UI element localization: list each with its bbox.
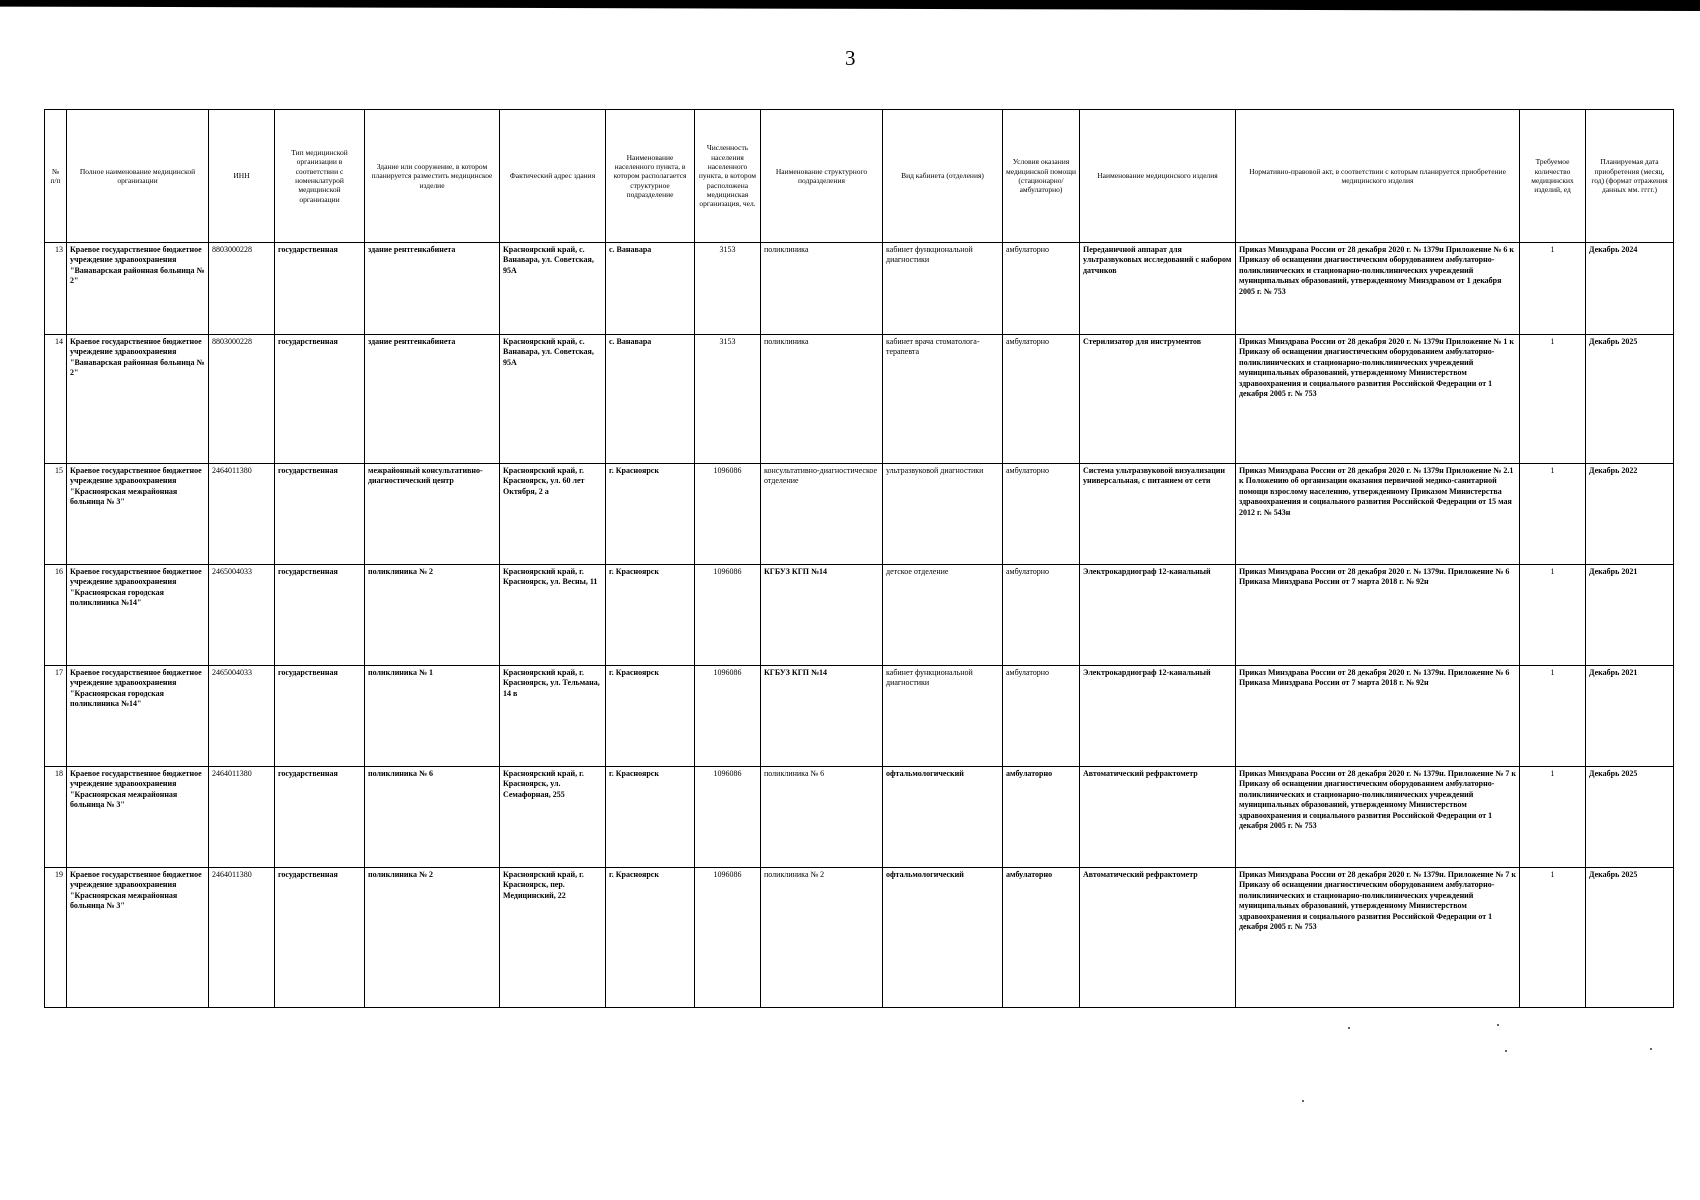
cell-population: 1096086 — [695, 666, 761, 767]
cell-quantity: 1 — [1520, 335, 1586, 464]
cell-organization: Краевое государственное бюджетное учреждение здравоохранения "Красноярская городская поликлиника №14" — [67, 666, 209, 767]
cell-org-type: государственная — [275, 335, 365, 464]
cell-unit: поликлиника № 2 — [761, 868, 883, 1008]
cell-date: Декабрь 2024 — [1586, 243, 1674, 335]
cell-population: 1096086 — [695, 767, 761, 868]
cell-legal-act: Приказ Минздрава России от 28 декабря 2020 г. № 1379н. Приложение № 7 к Приказу об оснащении диагностическим оборудованием амбулаторно-поликлинических и стационарно-поликлинических учреждений муниципальных образований, утвержденному Министерством здравоохранения и социального развития Российской Федерации от 1 декабря 2005 г. № 753 — [1236, 767, 1520, 868]
cell-population: 1096086 — [695, 464, 761, 565]
cell-number: 16 — [45, 565, 67, 666]
scan-speck — [1348, 1027, 1350, 1029]
table-row — [45, 335, 1674, 464]
cell-number: 13 — [45, 243, 67, 335]
cell-org-type: государственная — [275, 243, 365, 335]
table-row — [45, 565, 1674, 666]
equipment-table — [44, 109, 1674, 1008]
table-row — [45, 243, 1674, 335]
cell-conditions: амбулаторно — [1003, 767, 1080, 868]
table-row — [45, 666, 1674, 767]
cell-address: Красноярский край, г. Красноярск, ул. 60 лет Октября, 2 а — [500, 464, 606, 565]
cell-unit: поликлиника № 6 — [761, 767, 883, 868]
header-cell: Наименование медицинского изделия — [1080, 110, 1236, 243]
cell-legal-act: Приказ Минздрава России от 28 декабря 2020 г. № 1379н. Приложение № 7 к Приказу об оснащении диагностическим оборудованием амбулаторно-поликлинических и стационарно-поликлинических учреждений муниципальных образований, утвержденному Министерством здравоохранения и социального развития Российской Федерации от 1 декабря 2005 г. № 753 — [1236, 868, 1520, 1008]
cell-conditions: амбулаторно — [1003, 335, 1080, 464]
cell-address: Красноярский край, с. Ванавара, ул. Советская, 95А — [500, 243, 606, 335]
cell-number: 14 — [45, 335, 67, 464]
cell-locality: г. Красноярск — [606, 464, 695, 565]
cell-building: поликлиника № 6 — [365, 767, 500, 868]
cell-legal-act: Приказ Минздрава России от 28 декабря 2020 г. № 1379н. Приложение № 6 Приказа Минздрава России от 7 марта 2018 г. № 92н — [1236, 666, 1520, 767]
header-cell: Условия оказания медицинской помощи (стационарно/ амбулаторно) — [1003, 110, 1080, 243]
cell-locality: с. Ванавара — [606, 335, 695, 464]
scan-speck — [1302, 1100, 1304, 1102]
cell-locality: г. Красноярск — [606, 868, 695, 1008]
cell-date: Декабрь 2025 — [1586, 868, 1674, 1008]
header-cell: Тип медицинской организации в соответствии с номенклатурой медицинской организации — [275, 110, 365, 243]
cell-inn: 2464011380 — [209, 767, 275, 868]
cell-legal-act: Приказ Минздрава России от 28 декабря 2020 г. № 1379н Приложение № 1 к Приказу об оснащении диагностическим оборудованием амбулаторно-поликлинических и стационарно-поликлинических учреждений муниципальных образований, утвержденному Министерством здравоохранения и социального развития Российской Федерации от 1 декабря 2005 г. № 753 — [1236, 335, 1520, 464]
cell-date: Декабрь 2025 — [1586, 767, 1674, 868]
cell-org-type: государственная — [275, 767, 365, 868]
cell-population: 3153 — [695, 335, 761, 464]
cell-room: офтальмологический — [883, 868, 1003, 1008]
header-cell: ИНН — [209, 110, 275, 243]
cell-organization: Краевое государственное бюджетное учреждение здравоохранения "Ванаварская районная больница № 2" — [67, 243, 209, 335]
cell-building: межрайонный консультативно-диагностический центр — [365, 464, 500, 565]
cell-population: 1096086 — [695, 868, 761, 1008]
cell-address: Красноярский край, с. Ванавара, ул. Советская, 95А — [500, 335, 606, 464]
table-row — [45, 868, 1674, 1008]
cell-inn: 8803000228 — [209, 335, 275, 464]
cell-date: Декабрь 2022 — [1586, 464, 1674, 565]
cell-number: 15 — [45, 464, 67, 565]
cell-inn: 8803000228 — [209, 243, 275, 335]
cell-organization: Краевое государственное бюджетное учреждение здравоохранения "Красноярская городская поликлиника №14" — [67, 565, 209, 666]
cell-device: Электрокардиограф 12-канальный — [1080, 565, 1236, 666]
header-cell: № п/п — [45, 110, 67, 243]
cell-org-type: государственная — [275, 464, 365, 565]
cell-conditions: амбулаторно — [1003, 666, 1080, 767]
cell-inn: 2465004033 — [209, 666, 275, 767]
cell-organization: Краевое государственное бюджетное учреждение здравоохранения "Красноярская межрайонная больница № 3" — [67, 464, 209, 565]
cell-number: 19 — [45, 868, 67, 1008]
cell-legal-act: Приказ Минздрава России от 28 декабря 2020 г. № 1379н Приложение № 6 к Приказу об оснащении диагностическим оборудованием амбулаторно-поликлинических и стационарно-поликлинических учреждений муниципальных образований, утвержденному Минздравом от 1 декабря 2005 г. № 753 — [1236, 243, 1520, 335]
scan-speck — [1505, 1050, 1507, 1052]
cell-device: Автоматический рефрактометр — [1080, 767, 1236, 868]
cell-unit: поликлиника — [761, 243, 883, 335]
header-cell: Требуемое количество медицинских изделий, ед — [1520, 110, 1586, 243]
cell-locality: г. Красноярск — [606, 666, 695, 767]
cell-address: Красноярский край, г. Красноярск, пер. Медицинский, 22 — [500, 868, 606, 1008]
cell-room: кабинет функциональной диагностики — [883, 243, 1003, 335]
header-cell: Здание или сооружение, в котором планируется разместить медицинское изделие — [365, 110, 500, 243]
cell-unit: КГБУЗ КГП №14 — [761, 666, 883, 767]
cell-building: поликлиника № 2 — [365, 868, 500, 1008]
cell-unit: КГБУЗ КГП №14 — [761, 565, 883, 666]
top-border-rule — [0, 0, 1700, 11]
cell-org-type: государственная — [275, 666, 365, 767]
cell-address: Красноярский край, г. Красноярск, ул. Весны, 11 — [500, 565, 606, 666]
cell-inn: 2464011380 — [209, 868, 275, 1008]
cell-quantity: 1 — [1520, 243, 1586, 335]
cell-address: Красноярский край, г. Красноярск, ул. Тельмана, 14 в — [500, 666, 606, 767]
table-header-row — [45, 110, 1674, 243]
cell-date: Декабрь 2021 — [1586, 666, 1674, 767]
cell-population: 3153 — [695, 243, 761, 335]
cell-population: 1096086 — [695, 565, 761, 666]
header-cell: Вид кабинета (отделения) — [883, 110, 1003, 243]
cell-org-type: государственная — [275, 565, 365, 666]
cell-building: здание рентгенкабинета — [365, 243, 500, 335]
cell-legal-act: Приказ Минздрава России от 28 декабря 2020 г. № 1379н. Приложение № 6 Приказа Минздрава России от 7 марта 2018 г. № 92н — [1236, 565, 1520, 666]
cell-quantity: 1 — [1520, 767, 1586, 868]
cell-locality: г. Красноярск — [606, 767, 695, 868]
cell-number: 17 — [45, 666, 67, 767]
cell-device: Стерилизатор для инструментов — [1080, 335, 1236, 464]
cell-conditions: амбулаторно — [1003, 464, 1080, 565]
cell-unit: консультативно-диагностическое отделение — [761, 464, 883, 565]
header-cell: Фактический адрес здания — [500, 110, 606, 243]
cell-number: 18 — [45, 767, 67, 868]
header-cell: Численность населения населенного пункта, в котором расположена медицинская организация, чел. — [695, 110, 761, 243]
cell-unit: поликлиника — [761, 335, 883, 464]
cell-date: Декабрь 2021 — [1586, 565, 1674, 666]
table-row — [45, 464, 1674, 565]
cell-device: Система ультразвуковой визуализации универсальная, с питанием от сети — [1080, 464, 1236, 565]
cell-organization: Краевое государственное бюджетное учреждение здравоохранения "Красноярская межрайонная больница № 3" — [67, 868, 209, 1008]
page-number: 3 — [845, 46, 856, 70]
cell-device: Автоматический рефрактометр — [1080, 868, 1236, 1008]
header-cell: Нормативно-правовой акт, в соответствии с которым планируется приобретение медицинского изделия — [1236, 110, 1520, 243]
cell-room: детское отделение — [883, 565, 1003, 666]
cell-quantity: 1 — [1520, 464, 1586, 565]
scan-speck — [1497, 1024, 1499, 1026]
cell-conditions: амбулаторно — [1003, 243, 1080, 335]
cell-room: кабинет врача стоматолога-терапевта — [883, 335, 1003, 464]
cell-locality: г. Красноярск — [606, 565, 695, 666]
header-cell: Наименование населенного пункта, в котором располагается структурное подразделение — [606, 110, 695, 243]
cell-building: поликлиника № 2 — [365, 565, 500, 666]
cell-quantity: 1 — [1520, 868, 1586, 1008]
cell-org-type: государственная — [275, 868, 365, 1008]
header-cell: Наименование структурного подразделения — [761, 110, 883, 243]
cell-organization: Краевое государственное бюджетное учреждение здравоохранения "Красноярская межрайонная больница № 3" — [67, 767, 209, 868]
cell-address: Красноярский край, г. Красноярск, ул. Семафорная, 255 — [500, 767, 606, 868]
cell-room: кабинет функциональной диагностики — [883, 666, 1003, 767]
cell-inn: 2464011380 — [209, 464, 275, 565]
cell-building: здание рентгенкабинета — [365, 335, 500, 464]
cell-organization: Краевое государственное бюджетное учреждение здравоохранения "Ванаварская районная больница № 2" — [67, 335, 209, 464]
cell-inn: 2465004033 — [209, 565, 275, 666]
cell-conditions: амбулаторно — [1003, 868, 1080, 1008]
scan-speck — [1650, 1048, 1652, 1050]
cell-legal-act: Приказ Минздрава России от 28 декабря 2020 г. № 1379н Приложение № 2.1 к Положению об организации оказания первичной медико-санитарной помощи взрослому населению, утвержденному Приказом Министерства здравоохранения и социального развития Российской Федерации от 15 мая 2012 г. № 543н — [1236, 464, 1520, 565]
cell-room: офтальмологический — [883, 767, 1003, 868]
cell-locality: с. Ванавара — [606, 243, 695, 335]
cell-date: Декабрь 2025 — [1586, 335, 1674, 464]
header-cell: Полное наименование медицинской организации — [67, 110, 209, 243]
cell-quantity: 1 — [1520, 666, 1586, 767]
cell-building: поликлиника № 1 — [365, 666, 500, 767]
cell-conditions: амбулаторно — [1003, 565, 1080, 666]
table-row — [45, 767, 1674, 868]
cell-device: Электрокардиограф 12-канальный — [1080, 666, 1236, 767]
cell-quantity: 1 — [1520, 565, 1586, 666]
cell-room: ультразвуковой диагностики — [883, 464, 1003, 565]
header-cell: Планируемая дата приобретения (месяц, год) (формат отражения данных мм. гггг.) — [1586, 110, 1674, 243]
cell-device: Переданичной аппарат для ультразвуковых исследований с набором датчиков — [1080, 243, 1236, 335]
